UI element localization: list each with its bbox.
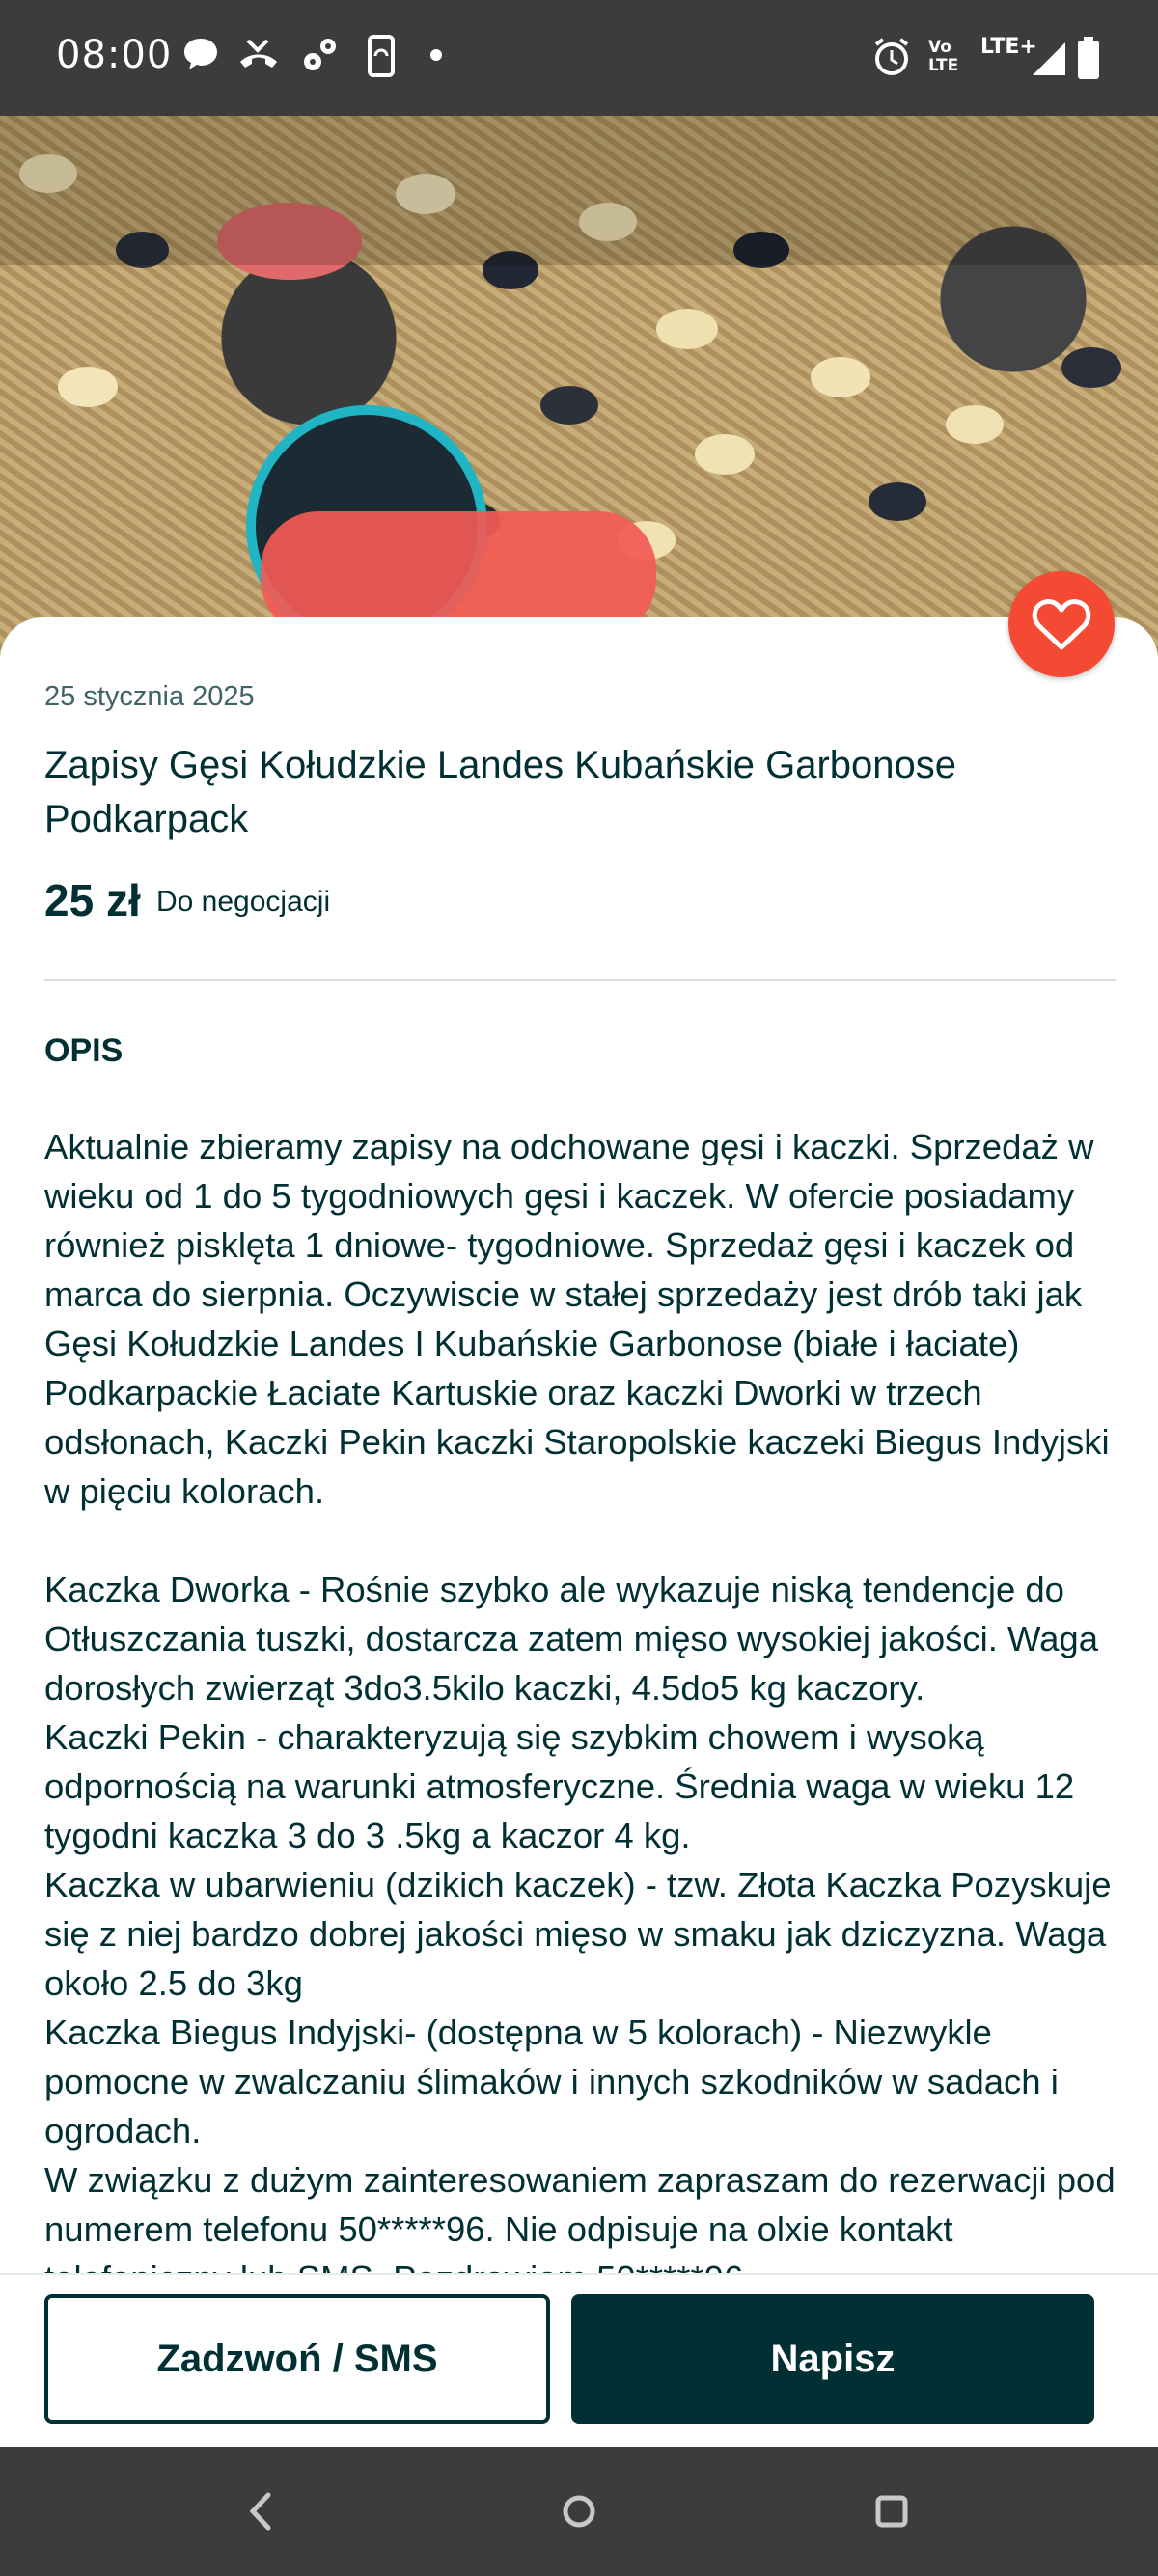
recents-icon[interactable] <box>872 2489 911 2534</box>
description-text: Aktualnie zbieramy zapisy na odchowane gęsi i kaczki. Sprzedaż w wieku od 1 do 5 tygodniowych gęsi i kaczek. W ofercie posiadamy również pisklęta 1 dniowe- tygodniowe. Sprzedaż gęsi i kaczek od marca do sierpnia. Oczywiscie w stałej sprzedaży jest drób taki jak Gęsi Kołudzkie Landes I Kubańskie Garbonose (białe i łaciate) Podkarpackie Łaciate Kartuskie oraz kaczki Dworki w trzech odsłonach, Kaczki Pekin kaczki Staropolskie kaczeki Biegus Indyjski w pięciu kolorach. Kaczka Dworka - Rośnie szybko ale wykazuje niską tendencje do Otłuszczania tuszki, dostarcza zatem mięso wysokiej jakości. Waga dorosłych zwierząt 3do3.5kilo kaczki, 4.5do5 kg kaczory. Kaczki Pekin - charakteryzują się szybkim chowem i wysoką odpornością na warunki atmosferyczne. Średnia waga w wieku 12 tygodni kaczka 3 do 3 .5kg a kaczor 4 kg. Kaczka w ubarwieniu (dzikich kaczek) - tzw. Złota Kaczka Pozyskuje się z niej bardzo dobrej jakości mięso w smaku jak dziczyzna. Waga około 2.5 do 3kg Kaczka Biegus Indyjski- (dostępna w 5 kolorach) - Niezwykle pomocne w zwalczaniu ślimaków i innych szkodników w sadach i ogrodach. W związku z dużym zainteresowaniem zapraszam do rezerwacji pod numerem telefonu 50*****96. Nie odpisuje na olxie kontakt <box>44 1127 1116 2249</box>
network-label: LTE+ <box>980 35 1037 59</box>
listing-price: 25 zł <box>44 875 141 925</box>
status-time: 08:00 <box>56 33 173 77</box>
missed-call-icon <box>236 35 281 73</box>
volte-label: Vo LTE <box>928 38 959 75</box>
listing-date: 25 stycznia 2025 <box>44 681 255 712</box>
battery-icon <box>1077 37 1100 79</box>
heart-icon <box>1032 597 1091 651</box>
dot-icon <box>429 48 443 62</box>
listing-title: Zapisy Gęsi Kołudzkie Landes Kubańskie Garbonose Podkarpack <box>44 744 956 840</box>
message-button[interactable]: Napisz <box>571 2294 1094 2424</box>
negotiable-label: Do negocjacji <box>156 886 331 918</box>
listing-photo[interactable] <box>0 116 1158 656</box>
phone-sync-icon <box>362 35 400 77</box>
system-nav-bar <box>0 2447 1158 2576</box>
call-sms-button[interactable]: Zadzwoń / SMS <box>44 2294 550 2424</box>
status-bar <box>0 0 1158 116</box>
description-heading: OPIS <box>44 1032 124 1069</box>
home-icon[interactable] <box>560 2489 598 2534</box>
favorite-button[interactable] <box>1008 571 1115 677</box>
chat-bubble-icon <box>181 35 220 73</box>
signal-icon <box>1031 41 1067 77</box>
divider <box>44 979 1116 981</box>
settings-gears-icon <box>299 35 340 75</box>
back-icon[interactable] <box>241 2489 280 2534</box>
alarm-icon <box>872 37 911 77</box>
